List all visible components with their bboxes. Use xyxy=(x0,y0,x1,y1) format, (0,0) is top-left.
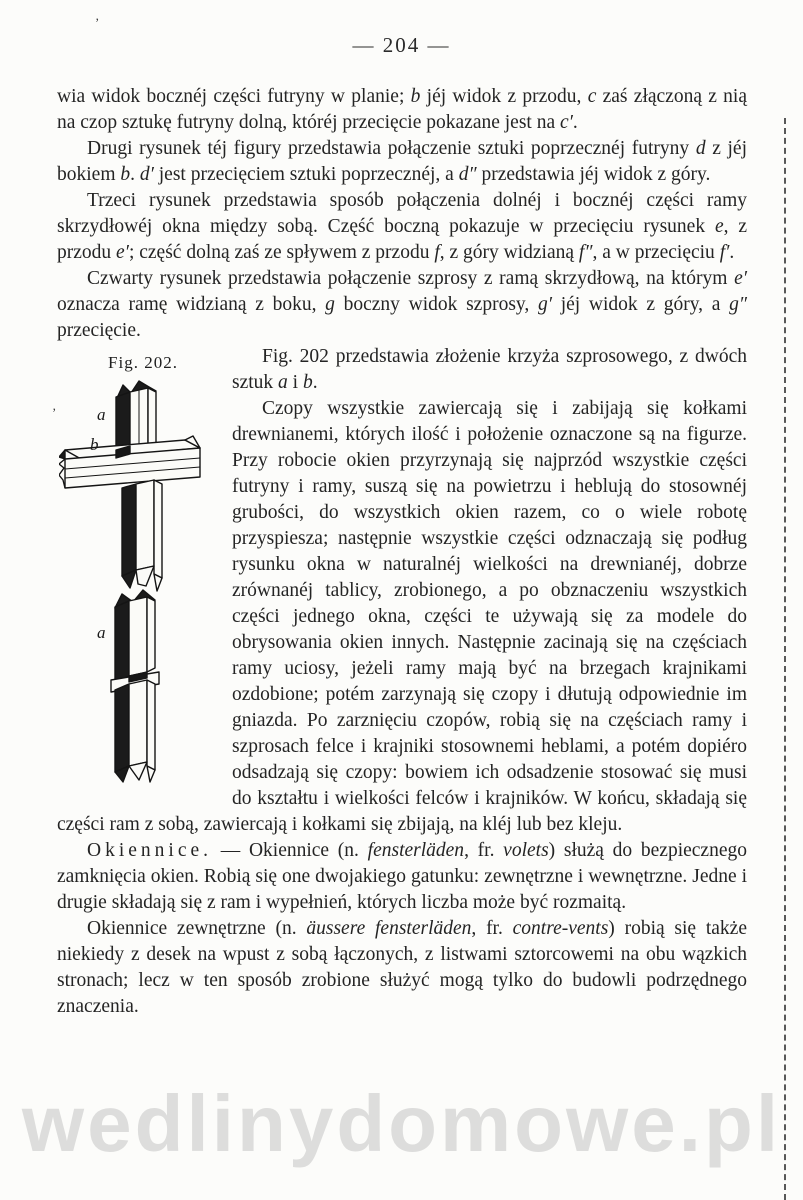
body-text: przecięcie. xyxy=(57,320,141,341)
figure-caption: Fig. 202. xyxy=(108,353,178,372)
body-text: zaś złączoną z nią na czop sztukę futryny dolną, któréj przecięcie pokazane jest na xyxy=(57,86,748,133)
italic-text: b xyxy=(120,164,131,185)
body-text: Drugi rysunek téj figury przedstawia połączenie sztuki poprzecznéj futryny xyxy=(87,138,696,159)
body-text: , a w przecięciu xyxy=(592,242,720,263)
italic-text: g′ xyxy=(537,294,552,315)
figure-202-woodcut xyxy=(59,378,217,790)
body-text: — Okiennice (n. xyxy=(212,840,368,861)
body-text: , fr. xyxy=(471,918,513,939)
italic-text: b xyxy=(302,372,313,393)
body-text: Czopy wszystkie zawiercają się i zabijają się kołkami drewnianemi, których ilość i położenie oznaczone są na figurze. Przy robocie okien przyrzynają się najprzód wszystkie części futryny i ramy, suszą się na powietrzu i heblują do stosownéj grubości, do wszystkich okien razem, co o wiele robotę przyspiesza; następnie wszystkie części odznaczają się podług rysunku okna w naturalnéj wielkości na drewnianéj, dobrze zrównanéj tablicy, zrobionego, a po obznaczeniu wszystkich części jednego okna, części te używają się za modele do obrysowania okien innych. Następnie zacinają się na częściach ramy uciosy, jeżeli ramy mają być na brzegach krajnikami ozdobione; potém zarzynają się czopy i dłutują odpowiednie im gniazda. Po zarznięciu czopów, robią się na częściach ramy i szprosach felce i krajniki stosownemi heblami, a potém dopiéro odsadzają się czopy: bowiem ich odsadzenie stosować się musi do kształtu i wielkości felców i krajników. W końcu, składają się części ram z sobą, zawiercają i kołkami się zbijają, na kléj lub bez kleju. xyxy=(57,398,747,835)
italic-text: fensterläden xyxy=(367,840,465,861)
body-text: ) służą do bezpiecznego zamknięcia okien. Robią się one dwojakiego gatunku: zewnętrzne i wewnętrzne. Jedne i drugie składają się z ram i wypełnień, których liczba może być rozmaitą. xyxy=(57,840,747,913)
body-text: Trzeci rysunek przedstawia sposób połączenia dolnéj i bocznéj części ramy skrzydłowéj okna między sobą. Część boczną pokazuje w przecięciu rysunek xyxy=(57,190,747,237)
figure-marker-a-upper: a xyxy=(97,405,106,424)
italic-text: b xyxy=(410,86,421,107)
body-text: oznacza ramę widzianą z boku, xyxy=(57,294,326,315)
body-text: przedstawia jéj widok z góry. xyxy=(476,164,711,185)
italic-text: c′ xyxy=(559,112,573,133)
italic-text: e′ xyxy=(734,268,747,289)
page-edge-line xyxy=(784,118,786,1200)
figure-marker-b: b xyxy=(90,435,99,454)
italic-text: g xyxy=(325,294,335,315)
body-text: . xyxy=(130,164,140,185)
body-text: jest przecięciem sztuki poprzecznéj, a xyxy=(153,164,459,185)
body-text: Fig. 202 przedstawia złożenie krzyża szprosowego, z dwóch sztuk xyxy=(232,346,747,393)
italic-text: e xyxy=(714,216,724,237)
italic-text: volets xyxy=(503,840,549,861)
italic-text: contre-vents xyxy=(512,918,609,939)
paragraph xyxy=(57,188,747,266)
paragraph xyxy=(57,916,747,1020)
italic-text: f xyxy=(434,242,440,263)
italic-text: d xyxy=(695,138,706,159)
italic-text: c xyxy=(587,86,597,107)
italic-text: f″ xyxy=(578,242,593,263)
body-text: jéj widok z przodu, xyxy=(420,86,588,107)
body-text: i xyxy=(287,372,303,393)
figure-202 xyxy=(57,348,219,790)
body-text: wia widok bocznéj części futryny w planie; xyxy=(57,86,411,107)
watermark: wedlinydomowe.pl xyxy=(21,1079,782,1168)
upper-cross-joint xyxy=(59,381,200,591)
body-text: ) robią się także niekiedy z desek na wpust z sobą łączonych, z listwami sztorcowemi na obu wązkich stronach; lecz w ten sposób zrobione służyć mogą tylko do budowli podrzędnego znaczenia. xyxy=(57,918,747,1017)
italic-text: äussere fensterläden xyxy=(306,918,472,939)
page-number: — 204 — xyxy=(352,33,451,57)
body-text: , fr. xyxy=(464,840,504,861)
body-text: , z przodu xyxy=(57,216,748,263)
body-text: . xyxy=(572,112,578,133)
italic-text: d′ xyxy=(139,164,154,185)
body-text: ; część dolną zaś ze spływem z przodu xyxy=(128,242,435,263)
italic-text: a xyxy=(278,372,288,393)
body-text: Czwarty rysunek przedstawia połączenie szprosy z ramą skrzydłową, na którym xyxy=(87,268,735,289)
body-text: . xyxy=(729,242,735,263)
text-section-2 xyxy=(57,344,747,1020)
lower-muntin-piece xyxy=(111,590,159,782)
body-text: Okiennice zewnętrzne (n. xyxy=(87,918,307,939)
paragraph xyxy=(57,838,747,916)
body-text: jéj widok z góry, a xyxy=(552,294,730,315)
body-text: z jéj bokiem xyxy=(57,138,747,185)
italic-text: d″ xyxy=(458,164,477,185)
scan-artifact: ’ xyxy=(95,15,100,30)
page-text xyxy=(57,84,747,1020)
body-text: boczny widok szprosy, xyxy=(334,294,538,315)
paragraph xyxy=(57,266,747,344)
paragraph xyxy=(57,84,747,136)
body-text: . xyxy=(312,372,318,393)
text-section-1 xyxy=(57,84,747,344)
figure-marker-a-lower: a xyxy=(97,623,106,642)
paragraph xyxy=(57,136,747,188)
scan-artifact: ’ xyxy=(52,405,57,420)
italic-text: g″ xyxy=(729,294,747,315)
spaced-text: Okiennice. xyxy=(87,840,213,861)
body-text: , z góry widzianą xyxy=(439,242,579,263)
italic-text: f′ xyxy=(719,242,730,263)
italic-text: e′ xyxy=(116,242,129,263)
